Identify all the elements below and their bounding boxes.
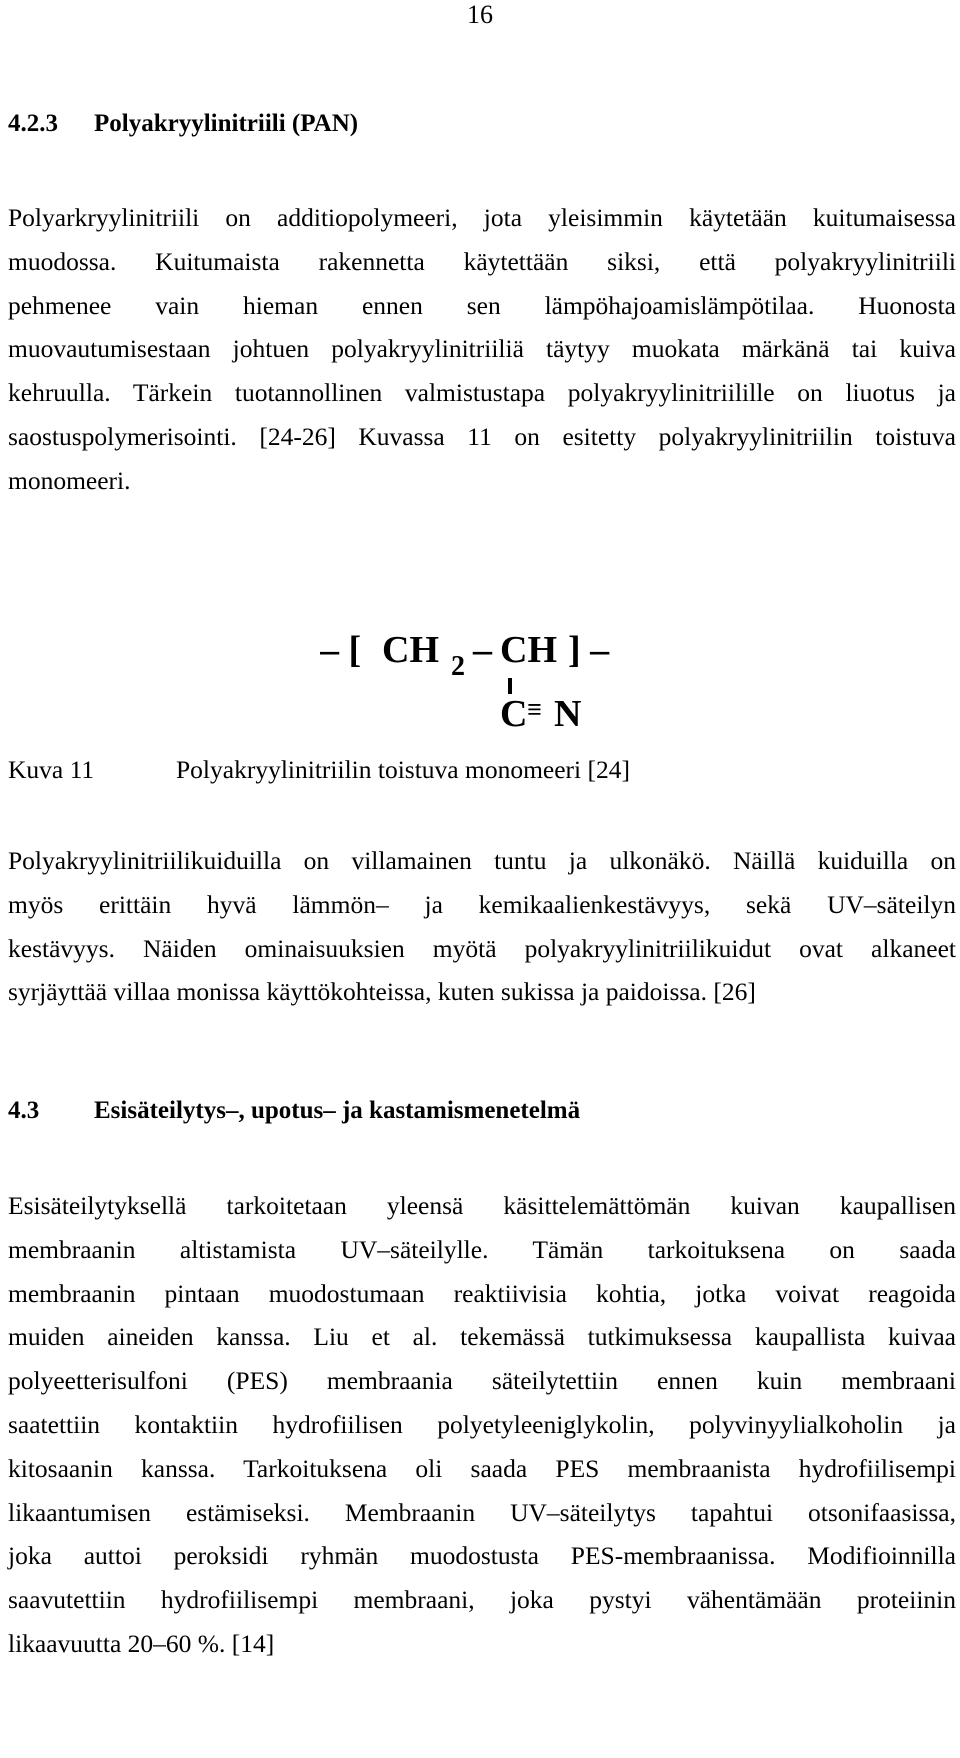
- text-line: kehruulla. Tärkein tuotannollinen valmistustapa polyakryylinitriilille on liuotus ja: [8, 378, 956, 408]
- section-4-3-paragraph: [8, 1184, 956, 1666]
- text-line: saatettiin kontaktiin hydrofiilisen polyetyleeniglykolin, polyvinyylialkoholin ja: [8, 1409, 956, 1439]
- formula-subscript-2: 2: [451, 651, 465, 682]
- text-line: syrjäyttää villaa monissa käyttökohteissa, kuten sukissa ja paidoissa. [26]: [8, 977, 756, 1007]
- formula-nitrogen: N: [554, 693, 582, 732]
- formula-triple-bond: ≡: [527, 695, 542, 724]
- text-line: joka auttoi peroksidi ryhmän muodostusta PES-membraanissa. Modifioinnilla: [8, 1541, 956, 1571]
- formula-carbon: C: [500, 693, 528, 732]
- section-title: Polyakryylinitriili (PAN): [94, 110, 359, 137]
- figure-label: Kuva 11: [8, 755, 95, 784]
- section-heading-pan: [8, 110, 358, 138]
- section-title: Esisäteilytys–, upotus– ja kastamismenetelmä: [94, 1097, 581, 1124]
- text-line: likaavuutta 20–60 %. [14]: [8, 1628, 275, 1658]
- formula-ch2: CH: [382, 629, 439, 671]
- text-line: Esisäteilytyksellä tarkoitetaan yleensä käsittelemättömän kuivan kaupallisen: [8, 1191, 956, 1220]
- figure-caption: [8, 755, 630, 785]
- text-line: saostuspolymerisointi. [24-26] Kuvassa 11 on esitetty polyakryylinitriilin toistuva: [8, 421, 956, 451]
- text-line: polyeetterisulfoni (PES) membraania säteilytettiin ennen kuin membraani: [8, 1366, 956, 1396]
- text-line: myös erittäin hyvä lämmön– ja kemikaalienkestävyys, sekä UV–säteilyn: [8, 889, 956, 919]
- pan-monomer-formula: [320, 620, 660, 732]
- text-line: monomeeri.: [8, 465, 131, 495]
- text-line: kitosaanin kanssa. Tarkoituksena oli saada PES membraanista hydrofiilisempi: [8, 1453, 956, 1483]
- section-number: 4.2.3: [8, 110, 58, 137]
- formula-bond-dash: –: [473, 629, 492, 671]
- page-number: 16: [467, 0, 493, 29]
- pan-paragraph-2: [8, 839, 956, 1014]
- pan-paragraph-1: [8, 196, 956, 503]
- text-line: muovautumisestaan johtuen polyakryylinitriiliä täytyy muokata märkänä tai kuiva: [8, 334, 956, 364]
- text-line: likaantumisen estämiseksi. Membraanin UV–säteilytys tapahtui otsonifaasissa,: [8, 1497, 956, 1527]
- text-line: muodossa. Kuitumaista rakennetta käytettään siksi, että polyakryylinitriili: [8, 246, 956, 276]
- text-line: membraanin altistamista UV–säteilylle. Tämän tarkoituksena on saada: [8, 1234, 956, 1264]
- formula-ch: CH: [500, 629, 557, 671]
- formula-close-bracket: ] –: [568, 629, 610, 671]
- figure-caption-text: Polyakryylinitriilin toistuva monomeeri [24]: [176, 755, 630, 784]
- section-number: 4.3: [8, 1097, 40, 1124]
- text-line: pehmenee vain hieman ennen sen lämpöhajoamislämpötilaa. Huonosta: [8, 290, 956, 320]
- text-line: Polyarkryylinitriili on additiopolymeeri, jota yleisimmin käytetään kuitumaisessa: [8, 203, 956, 232]
- text-line: membraanin pintaan muodostumaan reaktiivisia kohtia, jotka voivat reagoida: [8, 1278, 956, 1308]
- formula-open-bracket: – [: [320, 629, 362, 671]
- text-line: saavutettiin hydrofiilisempi membraani, joka pystyi vähentämään proteiinin: [8, 1585, 956, 1615]
- text-line: Polyakryylinitriilikuiduilla on villamainen tuntu ja ulkonäkö. Näillä kuiduilla on: [8, 846, 956, 875]
- section-heading-4-3: [8, 1097, 580, 1125]
- text-line: muiden aineiden kanssa. Liu et al. tekemässä tutkimuksessa kaupallista kuivaa: [8, 1322, 956, 1352]
- text-line: kestävyys. Näiden ominaisuuksien myötä polyakryylinitriilikuidut ovat alkaneet: [8, 933, 956, 963]
